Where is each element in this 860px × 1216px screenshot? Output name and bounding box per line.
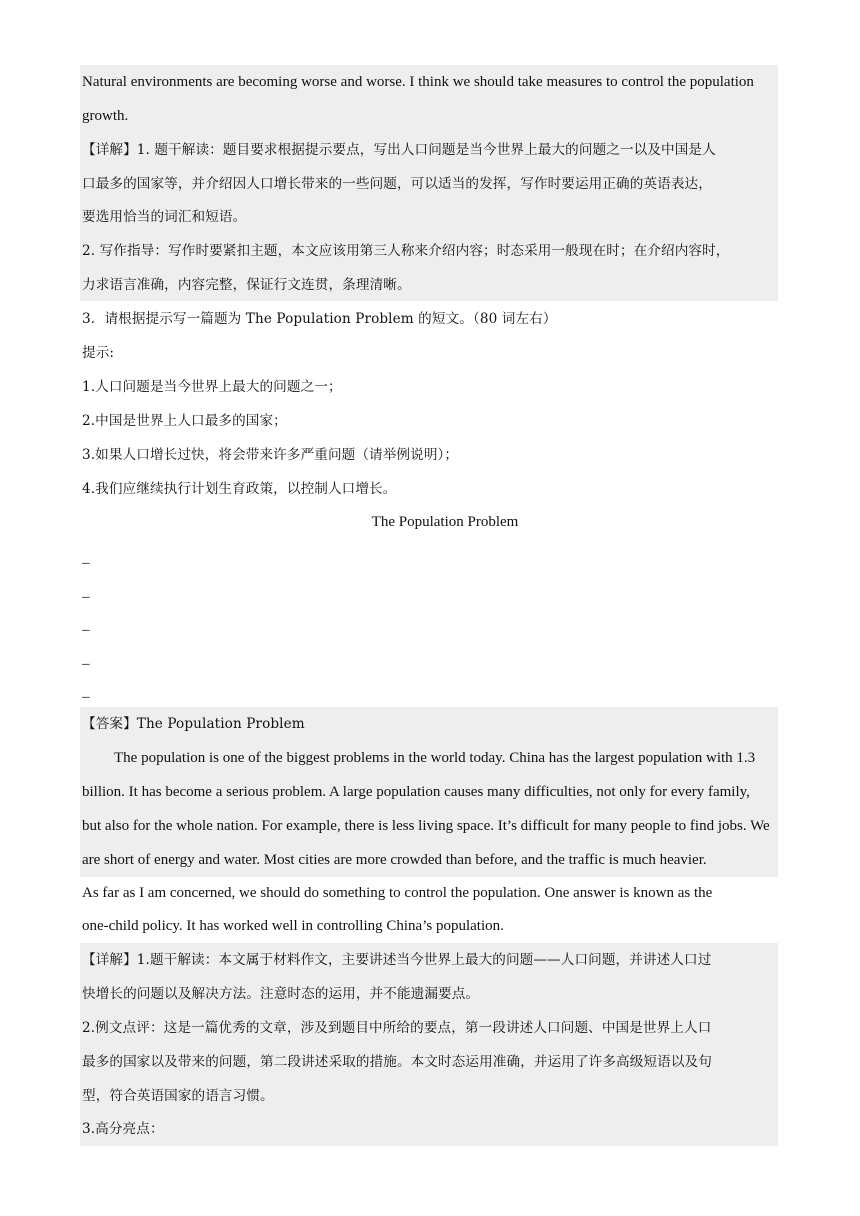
answer-paragraph-line: are short of energy and water. Most cities are more crowded than before, and the traffic is much heavier. bbox=[82, 852, 707, 868]
blank-answer-line: _ bbox=[82, 584, 90, 600]
detail2-line-5: 型，符合英语国家的语言习惯。 bbox=[82, 1088, 274, 1104]
detail1-line-2: 口最多的国家等，并介绍因人口增长带来的一些问题，可以适当的发挥，写作时要运用正确的英语表达， bbox=[82, 176, 712, 192]
hint-item: 1.人口问题是当今世界上最大的问题之一； bbox=[82, 379, 342, 395]
answer-paragraph-line: one-child policy. It has worked well in controlling China’s population. bbox=[82, 918, 504, 934]
blank-answer-line: _ bbox=[82, 617, 90, 633]
detail2-line-4: 最多的国家以及带来的问题，第二段讲述采取的措施。本文时态运用准确，并运用了许多高级短语以及句 bbox=[82, 1054, 712, 1070]
hint-item: 2.中国是世界上人口最多的国家； bbox=[82, 413, 287, 429]
intro-line-2: growth. bbox=[82, 108, 129, 124]
intro-line-1: Natural environments are becoming worse and worse. I think we should take measures to control the population bbox=[82, 74, 754, 90]
hint-item: 3.如果人口增长过快，将会带来许多严重问题（请举例说明）； bbox=[82, 447, 459, 463]
answer-paragraph-line: but also for the whole nation. For example, there is less living space. It’s difficult for many people to find jobs. We bbox=[82, 818, 770, 834]
blank-answer-line: _ bbox=[82, 684, 90, 700]
detail2-line-3: 2.例文点评：这是一篇优秀的文章，涉及到题目中所给的要点，第一段讲述人口问题、中国是世界上人口 bbox=[82, 1020, 712, 1036]
hint-item: 4.我们应继续执行计划生育政策，以控制人口增长。 bbox=[82, 481, 397, 497]
detail1-line-4: 2. 写作指导：写作时要紧扣主题，本文应该用第三人称来介绍内容；时态采用一般现在时；在介绍内容时， bbox=[82, 243, 730, 259]
blank-answer-line: _ bbox=[82, 651, 90, 667]
detail2-line-1: 【详解】1.题干解读：本文属于材料作文，主要讲述当今世界上最大的问题——人口问题，并讲述人口过 bbox=[82, 952, 712, 968]
answer-paragraph-line: billion. It has become a serious problem. A large population causes many difficulties, not only for every family, bbox=[82, 784, 750, 800]
essay-title: The Population Problem bbox=[371, 514, 519, 530]
detail1-line-5: 力求语言准确，内容完整，保证行文连贯，条理清晰。 bbox=[82, 277, 411, 293]
detail1-line-3: 要选用恰当的词汇和短语。 bbox=[82, 209, 247, 225]
detail2-line-6: 3.高分亮点： bbox=[82, 1121, 164, 1137]
question-prompt: 3．请根据提示写一篇题为 The Population Problem 的短文。（80 词左右） bbox=[82, 311, 557, 327]
answer-heading: 【答案】The Population Problem bbox=[82, 716, 305, 732]
hint-label: 提示: bbox=[82, 345, 115, 361]
answer-paragraph-line: The population is one of the biggest problems in the world today. China has the largest population with 1.3 bbox=[114, 750, 756, 766]
answer-paragraph-line: As far as I am concerned, we should do something to control the population. One answer is known as the bbox=[82, 885, 713, 901]
detail1-line-1: 【详解】1. 题干解读：题目要求根据提示要点，写出人口问题是当今世界上最大的问题之一以及中国是人 bbox=[82, 142, 716, 158]
blank-answer-line: _ bbox=[82, 550, 90, 566]
detail2-line-2: 快增长的问题以及解决方法。注意时态的运用，并不能遗漏要点。 bbox=[82, 986, 480, 1002]
